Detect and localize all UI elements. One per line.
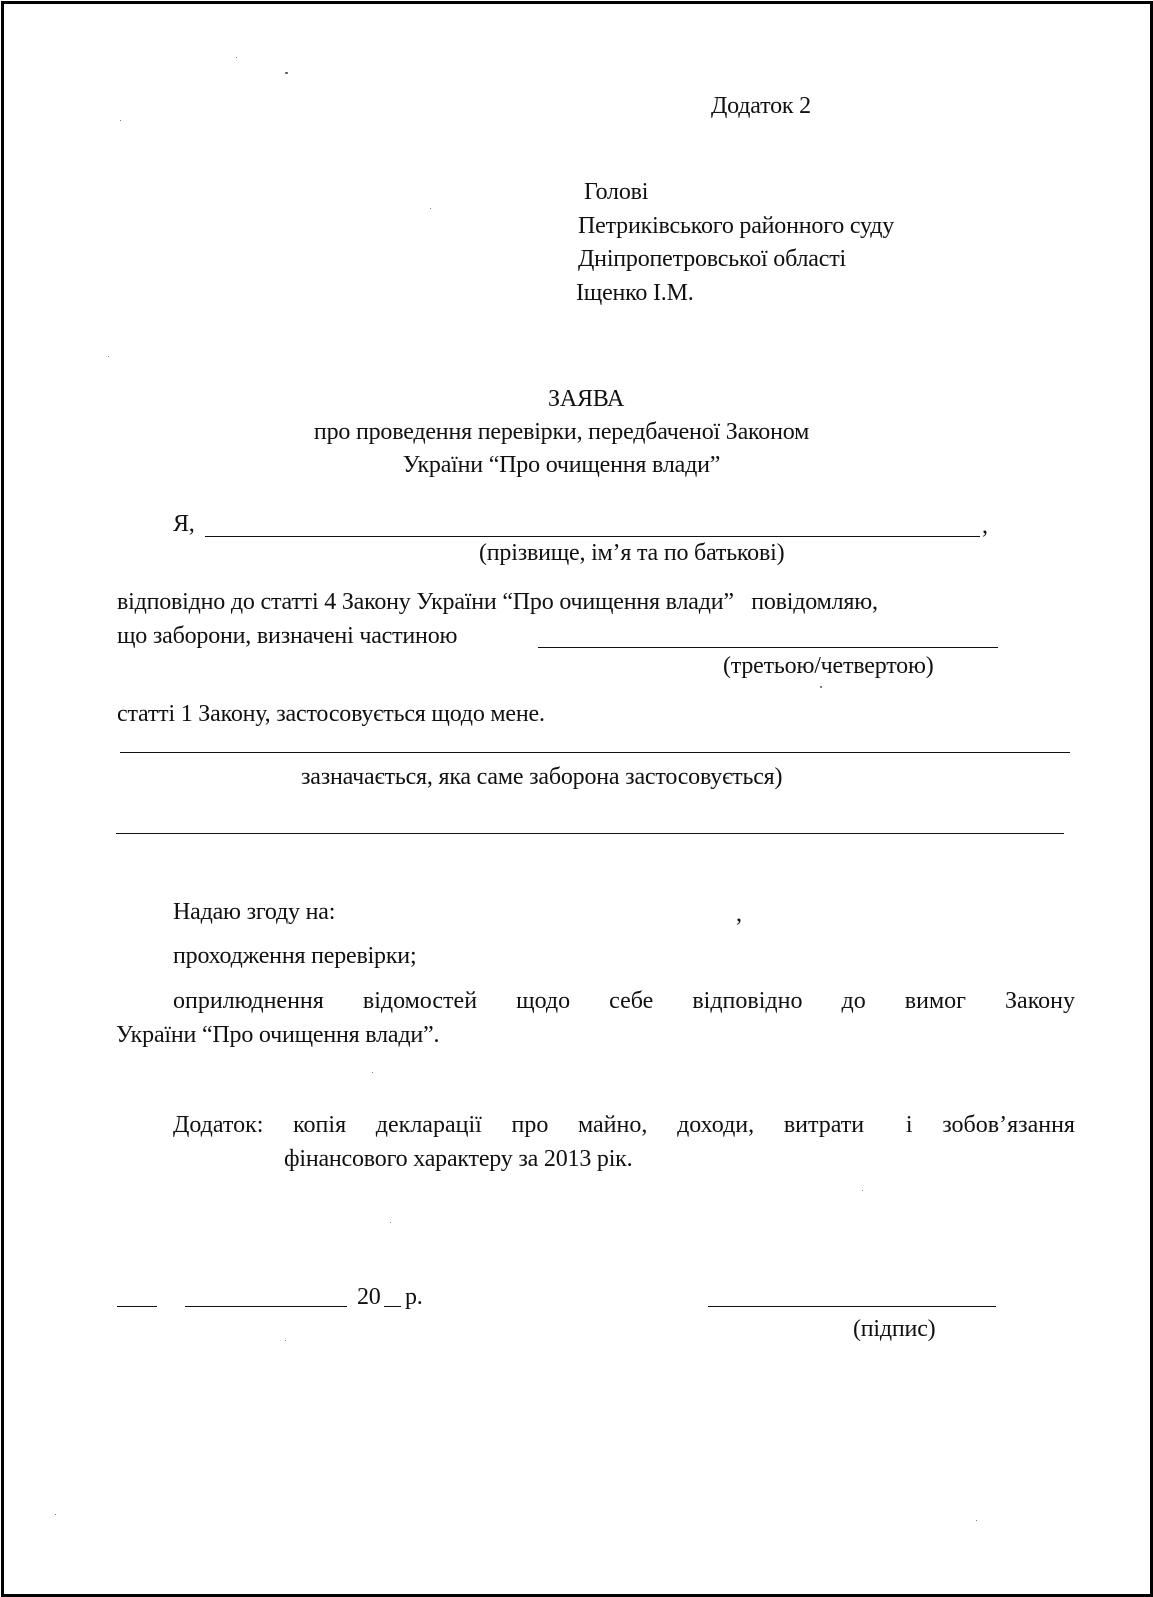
part-field-line[interactable]: [538, 647, 998, 648]
body-line-1-text-a: відповідно до статті 4 Закону України “Про очищення влади” повідомляю,: [117, 589, 878, 615]
scan-speck: [236, 57, 237, 58]
scan-speck: [55, 1514, 56, 1515]
document-subtitle-line2: України “Про очищення влади”: [402, 452, 721, 478]
word: відповідно: [692, 988, 803, 1014]
scan-speck: [862, 1190, 863, 1191]
word: майно,: [578, 1112, 648, 1138]
word: витрати: [783, 1112, 865, 1138]
scan-speck: [390, 1222, 391, 1223]
word: декларації: [375, 1112, 482, 1138]
name-prefix: Я,: [173, 511, 195, 537]
part-caption: (третьою/четвертою): [723, 653, 934, 679]
addressee-region: Дніпропетровської області: [578, 246, 846, 272]
attachment-line1: [173, 1111, 1075, 1139]
prohibition-field-line-2[interactable]: [116, 833, 1064, 834]
word: щодо: [516, 988, 571, 1014]
date-year-suffix: р.: [405, 1284, 423, 1310]
attachment-line2: фінансового характеру за 2013 рік.: [284, 1146, 633, 1172]
word: себе: [609, 988, 654, 1014]
document-title: ЗАЯВА: [548, 386, 625, 412]
consent-item-verification: проходження перевірки;: [173, 943, 417, 969]
date-month-line[interactable]: [185, 1306, 347, 1307]
consent-item-publication-line2: України “Про очищення влади”.: [116, 1022, 440, 1048]
consent-item-publication-line1: [173, 987, 1075, 1015]
addressee-title: Голові: [584, 179, 649, 205]
scan-speck: [285, 72, 288, 74]
name-caption: (прізвище, ім’я та по батькові): [479, 540, 785, 566]
scan-speck: [820, 686, 822, 688]
page-frame: [1, 1, 1153, 1597]
scan-speck: [108, 356, 109, 357]
body-line-2: що заборони, визначені частиною: [117, 623, 458, 649]
word: копія: [293, 1112, 347, 1138]
name-suffix-comma: ,: [982, 513, 988, 539]
appendix-label: Додаток 2: [711, 93, 811, 119]
body-line-3: статті 1 Закону, застосовується щодо мене.: [117, 701, 545, 727]
scan-speck: [976, 1520, 977, 1521]
prohibition-field-line[interactable]: [120, 752, 1070, 753]
word: про: [511, 1112, 549, 1138]
document-subtitle-line1: про проведення перевірки, передбаченої Законом: [313, 419, 810, 445]
addressee-court: Петриківського районного суду: [578, 213, 895, 239]
word: зобов’язання: [942, 1112, 1075, 1138]
scan-speck: [372, 1072, 373, 1073]
signature-caption: (підпис): [853, 1316, 936, 1342]
signature-line[interactable]: [708, 1306, 996, 1307]
word: до: [841, 988, 866, 1014]
scan-speck: [285, 1340, 286, 1341]
word: доходи,: [677, 1112, 755, 1138]
consent-heading: Надаю згоду на:: [173, 899, 336, 925]
body-line-1: [117, 588, 1050, 616]
word: вимог: [904, 988, 966, 1014]
name-field-line[interactable]: [205, 536, 980, 537]
word: відомостей: [362, 988, 478, 1014]
date-day-line[interactable]: [117, 1306, 157, 1307]
consent-stray-comma: ,: [736, 901, 742, 927]
date-year-prefix: 20: [357, 1284, 381, 1310]
date-year-line[interactable]: [384, 1306, 401, 1307]
addressee-name: Іщенко І.М.: [576, 280, 694, 306]
word: Закону: [1005, 988, 1075, 1014]
word: і: [905, 1112, 913, 1138]
word: Додаток:: [173, 1112, 264, 1138]
word: оприлюднення: [173, 988, 324, 1014]
prohibition-caption: зазначається, яка саме заборона застосовується): [301, 764, 783, 790]
scan-speck: [430, 208, 431, 209]
scan-speck: [120, 120, 121, 121]
